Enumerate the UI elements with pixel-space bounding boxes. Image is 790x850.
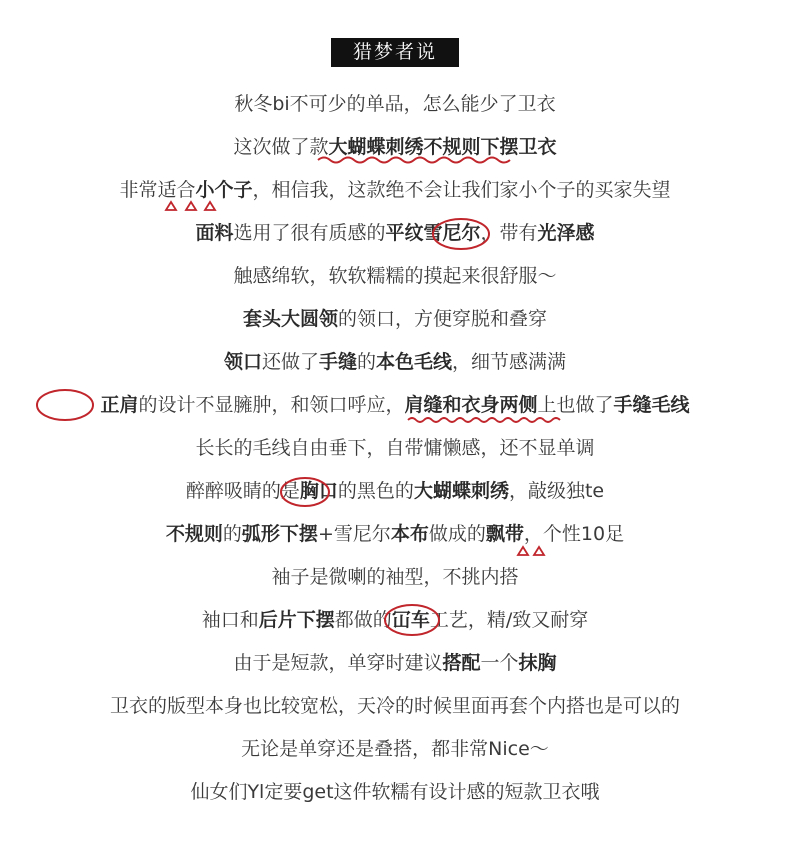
text-body: [0, 83, 790, 814]
text-segment: 袖子是微喇的袖型，不挑内搭: [271, 566, 519, 588]
text-segment: 一个: [480, 652, 519, 674]
bold-phrase: 本色毛线: [376, 351, 453, 373]
text-line: [0, 556, 790, 599]
text-segment: ，个性10足: [523, 523, 625, 545]
text-segment: 的领口，方便穿脱和叠穿: [338, 308, 548, 330]
text-line: [0, 255, 790, 298]
text-segment: 触感绵软，软软糯糯的摸起来很舒服～: [233, 265, 557, 287]
text-line: [0, 83, 790, 126]
text-segment: 的: [222, 523, 242, 545]
text-line: [0, 599, 790, 642]
bold-phrase: 面料: [195, 222, 234, 244]
bold-phrase: 大蝴蝶刺绣: [413, 480, 509, 502]
text-line: [0, 212, 790, 255]
bold-phrase: 搭配: [442, 652, 481, 674]
text-segment: ，细节感满满: [452, 351, 567, 373]
text-line: [0, 771, 790, 814]
text-segment: 袖口和: [201, 609, 259, 631]
text-line: [0, 513, 790, 556]
text-segment: 秋冬bi不可少的单品，怎么能少了卫衣: [234, 93, 556, 115]
bold-phrase: 弧形下摆: [241, 523, 318, 545]
bold-phrase: 光泽感: [537, 222, 595, 244]
bold-phrase: 领口: [223, 351, 262, 373]
text-line: [0, 341, 790, 384]
text-segment: ，带有: [480, 222, 538, 244]
bold-phrase: 大蝴蝶刺绣不规则下摆卫衣: [328, 136, 557, 158]
text-segment: 的: [357, 351, 377, 373]
bold-phrase: 飘带: [485, 523, 524, 545]
bold-phrase: 小个子: [195, 179, 253, 201]
text-line: [0, 427, 790, 470]
text-segment: 工艺，精/致又耐穿: [429, 609, 589, 631]
bold-phrase: 手缝毛线: [613, 394, 690, 416]
text-line: [0, 384, 790, 427]
text-segment: 还做了: [261, 351, 319, 373]
text-line: [0, 728, 790, 771]
text-line: [0, 685, 790, 728]
bold-phrase: 不规则: [165, 523, 223, 545]
bold-phrase: 套头大圆领: [242, 308, 338, 330]
text-segment: 的设计不显臃肿，和领口呼应，: [138, 394, 405, 416]
text-segment: 做成的: [428, 523, 486, 545]
text-segment: 醉醉吸睛的是: [185, 480, 300, 502]
text-segment: 非常适合: [119, 179, 196, 201]
text-segment: 上也做了: [537, 394, 614, 416]
bold-phrase: 肩缝和衣身两侧: [404, 394, 538, 416]
text-segment: 选用了很有质感的: [233, 222, 386, 244]
bold-phrase: 冚车: [391, 609, 430, 631]
text-segment: 这次做了款: [233, 136, 329, 158]
text-segment: ，敲级独te: [508, 480, 605, 502]
bold-phrase: 手缝: [318, 351, 357, 373]
text-segment: 由于是短款，单穿时建议: [233, 652, 443, 674]
text-line: [0, 169, 790, 212]
text-segment: 都做的: [334, 609, 392, 631]
text-segment: 的黑色的: [337, 480, 414, 502]
page-title: 猎梦者说: [331, 38, 459, 67]
bold-phrase: 后片下摆: [258, 609, 335, 631]
bold-phrase: 正肩: [100, 394, 139, 416]
text-segment: ，相信我，这款绝不会让我们家小个子的买家失望: [252, 179, 671, 201]
text-segment: 长长的毛线自由垂下，自带慵懒感，还不显单调: [195, 437, 595, 459]
text-line: [0, 470, 790, 513]
text-segment: 卫衣的版型本身也比较宽松，天冷的时候里面再套个内搭也是可以的: [109, 695, 680, 717]
bold-phrase: 平纹雪尼尔: [385, 222, 481, 244]
text-line: [0, 126, 790, 169]
bold-phrase: 抹胸: [518, 652, 557, 674]
bold-phrase: 胸口: [299, 480, 338, 502]
bold-phrase: 本布: [390, 523, 429, 545]
text-segment: +雪尼尔: [317, 523, 391, 545]
text-segment: 仙女们Yl定要get这件软糯有设计感的短款卫衣哦: [190, 781, 600, 803]
text-segment: 无论是单穿还是叠搭，都非常Nice～: [241, 738, 549, 760]
text-line: [0, 298, 790, 341]
text-line: [0, 642, 790, 685]
